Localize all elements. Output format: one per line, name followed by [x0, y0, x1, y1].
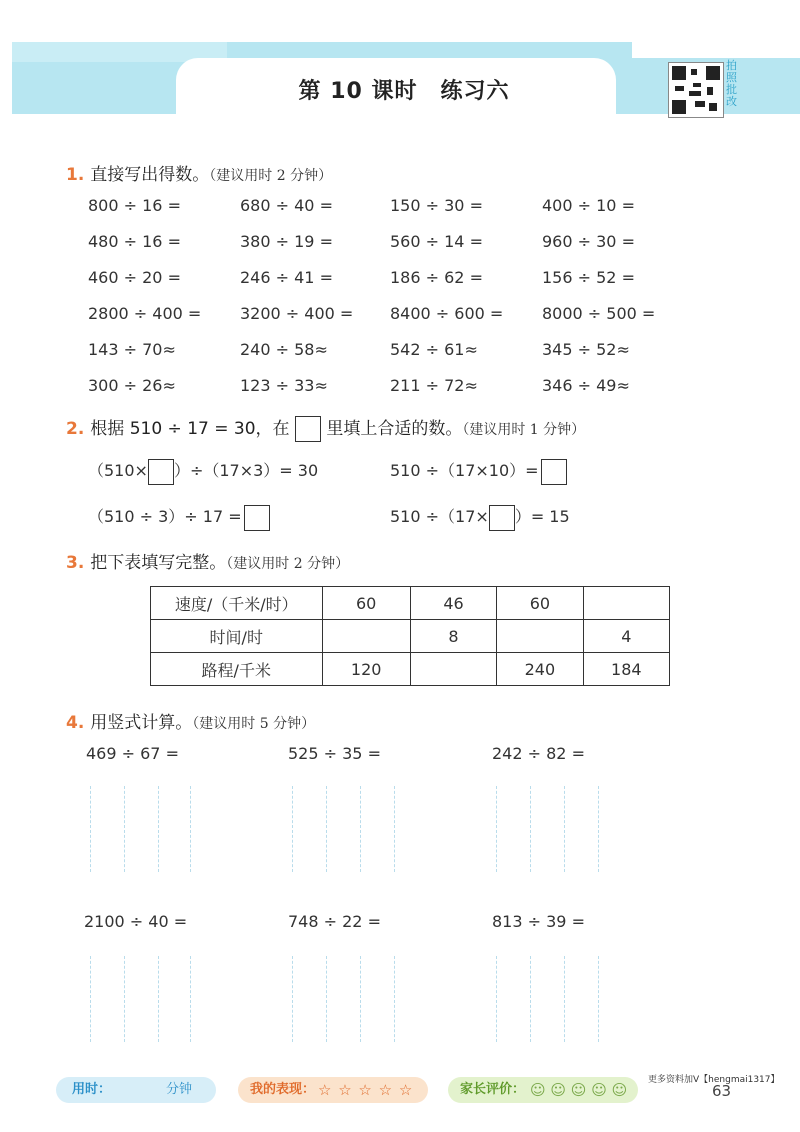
watermark-text: 更多资料加V【hengmai1317】 — [648, 1075, 780, 1085]
q4-problem: 242 ÷ 82 = — [492, 744, 585, 763]
question-3-heading — [66, 548, 349, 573]
time-hint: （建议用时 5 分钟） — [192, 716, 316, 732]
table-cell[interactable]: 60 — [497, 587, 583, 620]
table-cell: 184 — [583, 653, 669, 686]
q1-expr: 560 ÷ 14 = — [390, 232, 483, 251]
page-number: 63 — [712, 1082, 732, 1100]
time-unit-label: 分钟 — [166, 1082, 193, 1097]
question-number: 2. — [66, 419, 85, 439]
table-cell: 120 — [322, 653, 410, 686]
q1-expr: 2800 ÷ 400 = — [88, 304, 202, 323]
q1-expr: 300 ÷ 26≈ — [88, 376, 176, 395]
performance-pill — [238, 1077, 428, 1103]
q4-problem: 748 ÷ 22 = — [288, 912, 381, 931]
q4-problem: 813 ÷ 39 = — [492, 912, 585, 931]
answer-box[interactable] — [489, 505, 515, 531]
question-text: 用竖式计算。 — [90, 713, 193, 733]
question-4-heading — [66, 708, 315, 733]
q1-expr: 380 ÷ 19 = — [240, 232, 333, 251]
question-number: 4. — [66, 713, 85, 733]
q2-expr-2: 510 ÷（17×10）= — [390, 458, 567, 485]
q1-expr: 345 ÷ 52≈ — [542, 340, 630, 359]
performance-label: 我的表现： — [250, 1082, 316, 1097]
answer-box[interactable] — [244, 505, 270, 531]
time-hint: （建议用时 1 分钟） — [462, 422, 586, 438]
q1-expr: 150 ÷ 30 = — [390, 196, 483, 215]
table-cell[interactable] — [322, 620, 410, 653]
table-cell: 8 — [410, 620, 496, 653]
q1-expr: 143 ÷ 70≈ — [88, 340, 176, 359]
time-used-pill — [56, 1077, 216, 1103]
table-cell: 60 — [322, 587, 410, 620]
time-used-label: 用时： — [72, 1082, 112, 1097]
q1-expr: 960 ÷ 30 = — [542, 232, 635, 251]
q1-expr: 246 ÷ 41 = — [240, 268, 333, 287]
q1-expr: 3200 ÷ 400 = — [240, 304, 354, 323]
q1-expr: 123 ÷ 33≈ — [240, 376, 328, 395]
table-cell: 速度/（千米/时） — [151, 587, 323, 620]
scan-to-grade-label: 拍 照 批 改 — [726, 59, 737, 108]
q1-expr: 156 ÷ 52 = — [542, 268, 635, 287]
question-number: 3. — [66, 553, 85, 573]
q4-problem: 2100 ÷ 40 = — [84, 912, 188, 931]
table-row — [151, 587, 670, 620]
table-cell[interactable] — [583, 587, 669, 620]
question-number: 1. — [66, 165, 85, 185]
table-cell: 4 — [583, 620, 669, 653]
q1-expr: 346 ÷ 49≈ — [542, 376, 630, 395]
qr-code-icon[interactable] — [668, 62, 724, 118]
q1-expr: 8000 ÷ 500 = — [542, 304, 656, 323]
question-text: 根据 510 ÷ 17 = 30，在 — [90, 419, 290, 439]
speed-time-distance-table — [150, 586, 670, 686]
question-text: 把下表填写完整。 — [90, 553, 227, 573]
q1-expr: 8400 ÷ 600 = — [390, 304, 504, 323]
question-1-heading — [66, 160, 332, 185]
q1-expr: 400 ÷ 10 = — [542, 196, 635, 215]
time-hint: （建议用时 2 分钟） — [209, 168, 333, 184]
table-cell: 240 — [497, 653, 583, 686]
answer-box[interactable] — [541, 459, 567, 485]
table-cell: 46 — [410, 587, 496, 620]
question-text: 直接写出得数。 — [90, 165, 210, 185]
parent-review-label: 家长评价： — [460, 1082, 526, 1097]
question-text: 里填上合适的数。 — [326, 419, 463, 439]
table-cell: 路程/千米 — [151, 653, 323, 686]
q1-expr: 480 ÷ 16 = — [88, 232, 181, 251]
table-cell[interactable] — [497, 620, 583, 653]
answer-box[interactable] — [148, 459, 174, 485]
q4-problem: 525 ÷ 35 = — [288, 744, 381, 763]
q1-expr: 211 ÷ 72≈ — [390, 376, 478, 395]
table-cell[interactable] — [410, 653, 496, 686]
q4-problem: 469 ÷ 67 = — [86, 744, 179, 763]
table-row — [151, 620, 670, 653]
answer-box-example — [295, 416, 321, 442]
q1-expr: 800 ÷ 16 = — [88, 196, 181, 215]
time-hint: （建议用时 2 分钟） — [226, 556, 350, 572]
q1-expr: 186 ÷ 62 = — [390, 268, 483, 287]
smiley-rating-icons[interactable]: ☺ ☺ ☺ ☺ ☺ — [530, 1081, 628, 1099]
q2-expr-1: （510× ）÷（17×3）= 30 — [88, 458, 318, 485]
q1-expr: 542 ÷ 61≈ — [390, 340, 478, 359]
table-cell: 时间/时 — [151, 620, 323, 653]
q2-expr-4: 510 ÷（17× ）= 15 — [390, 504, 570, 531]
page-title: 第 10 课时 练习六 — [298, 79, 510, 104]
q1-expr: 680 ÷ 40 = — [240, 196, 333, 215]
parent-review-pill — [448, 1077, 638, 1103]
q1-expr: 460 ÷ 20 = — [88, 268, 181, 287]
question-2-heading — [66, 414, 585, 442]
q1-expr: 240 ÷ 58≈ — [240, 340, 328, 359]
table-row — [151, 653, 670, 686]
star-rating-icons[interactable]: ☆ ☆ ☆ ☆ ☆ — [318, 1081, 414, 1099]
q2-expr-3: （510 ÷ 3）÷ 17 = — [88, 504, 270, 531]
